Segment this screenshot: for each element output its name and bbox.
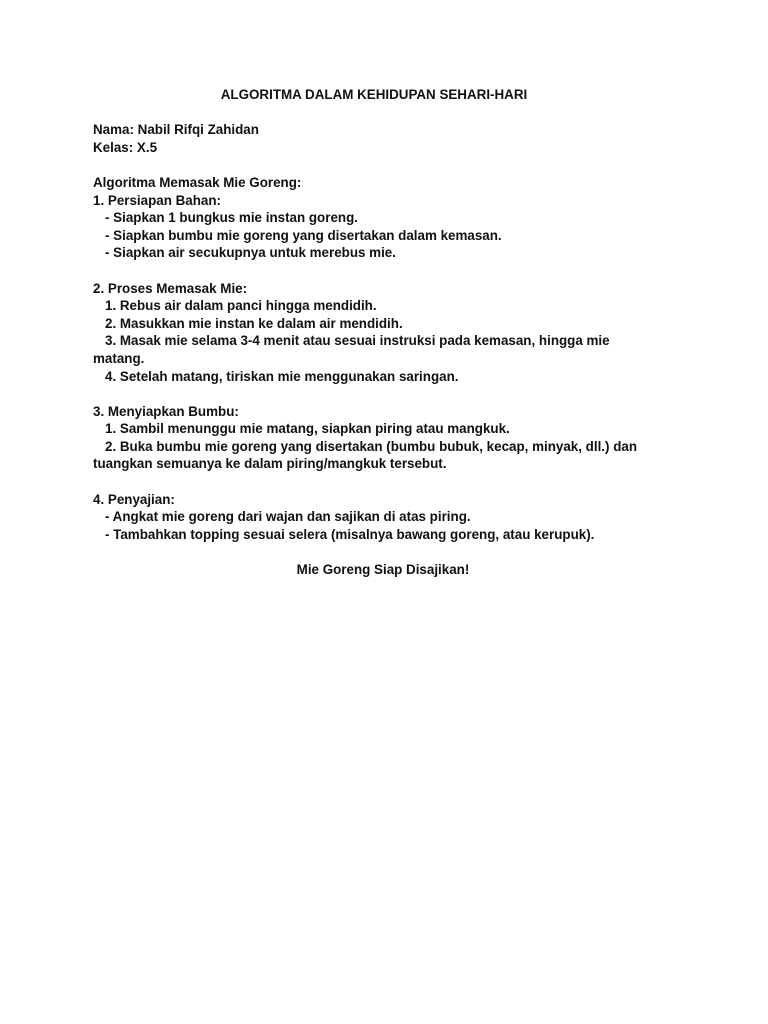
section-title-seasoning: 3. Menyiapkan Bumbu: (93, 403, 239, 419)
list-item: - Angkat mie goreng dari wajan dan sajikan di atas piring. (105, 509, 471, 525)
student-name: Nama: Nabil Rifqi Zahidan (93, 122, 259, 138)
spacer (93, 385, 673, 403)
list-item: 4. Setelah matang, tiriskan mie menggunakan saringan. (105, 368, 459, 384)
list-item: 1. Sambil menunggu mie matang, siapkan piring atau mangkuk. (105, 421, 510, 437)
list-item: 2. Masukkan mie instan ke dalam air mendidih. (105, 315, 403, 331)
spacer (93, 262, 673, 280)
document-page (93, 86, 673, 579)
list-item: 2. Buka bumbu mie goreng yang disertakan (bumbu bubuk, kecap, minyak, dll.) dan (105, 438, 638, 454)
section-title-serving: 4. Penyajian: (93, 491, 175, 507)
closing-line: Mie Goreng Siap Disajikan! (296, 562, 470, 578)
list-item-continuation: tuangkan semuanya ke dalam piring/mangkuk tersebut. (93, 456, 447, 472)
list-item: - Tambahkan topping sesuai selera (misalnya bawang goreng, atau kerupuk). (105, 526, 595, 542)
spacer (93, 473, 673, 491)
list-item: - Siapkan air secukupnya untuk merebus mie. (105, 245, 396, 261)
document-title: ALGORITMA DALAM KEHIDUPAN SEHARI-HARI (220, 87, 528, 102)
list-item: 3. Masak mie selama 3-4 menit atau sesuai instruksi pada kemasan, hingga mie (105, 333, 610, 349)
list-item: - Siapkan 1 bungkus mie instan goreng. (105, 210, 358, 226)
list-item-continuation: matang. (93, 350, 145, 366)
list-item: 1. Rebus air dalam panci hingga mendidih. (105, 298, 377, 314)
spacer (93, 104, 673, 122)
spacer (93, 543, 673, 561)
algorithm-heading: Algoritma Memasak Mie Goreng: (93, 174, 302, 190)
list-item: - Siapkan bumbu mie goreng yang disertakan dalam kemasan. (105, 227, 502, 243)
student-class: Kelas: X.5 (93, 139, 158, 155)
section-title-preparation: 1. Persiapan Bahan: (93, 192, 222, 208)
spacer (93, 156, 673, 174)
section-title-cooking: 2. Proses Memasak Mie: (93, 280, 248, 296)
